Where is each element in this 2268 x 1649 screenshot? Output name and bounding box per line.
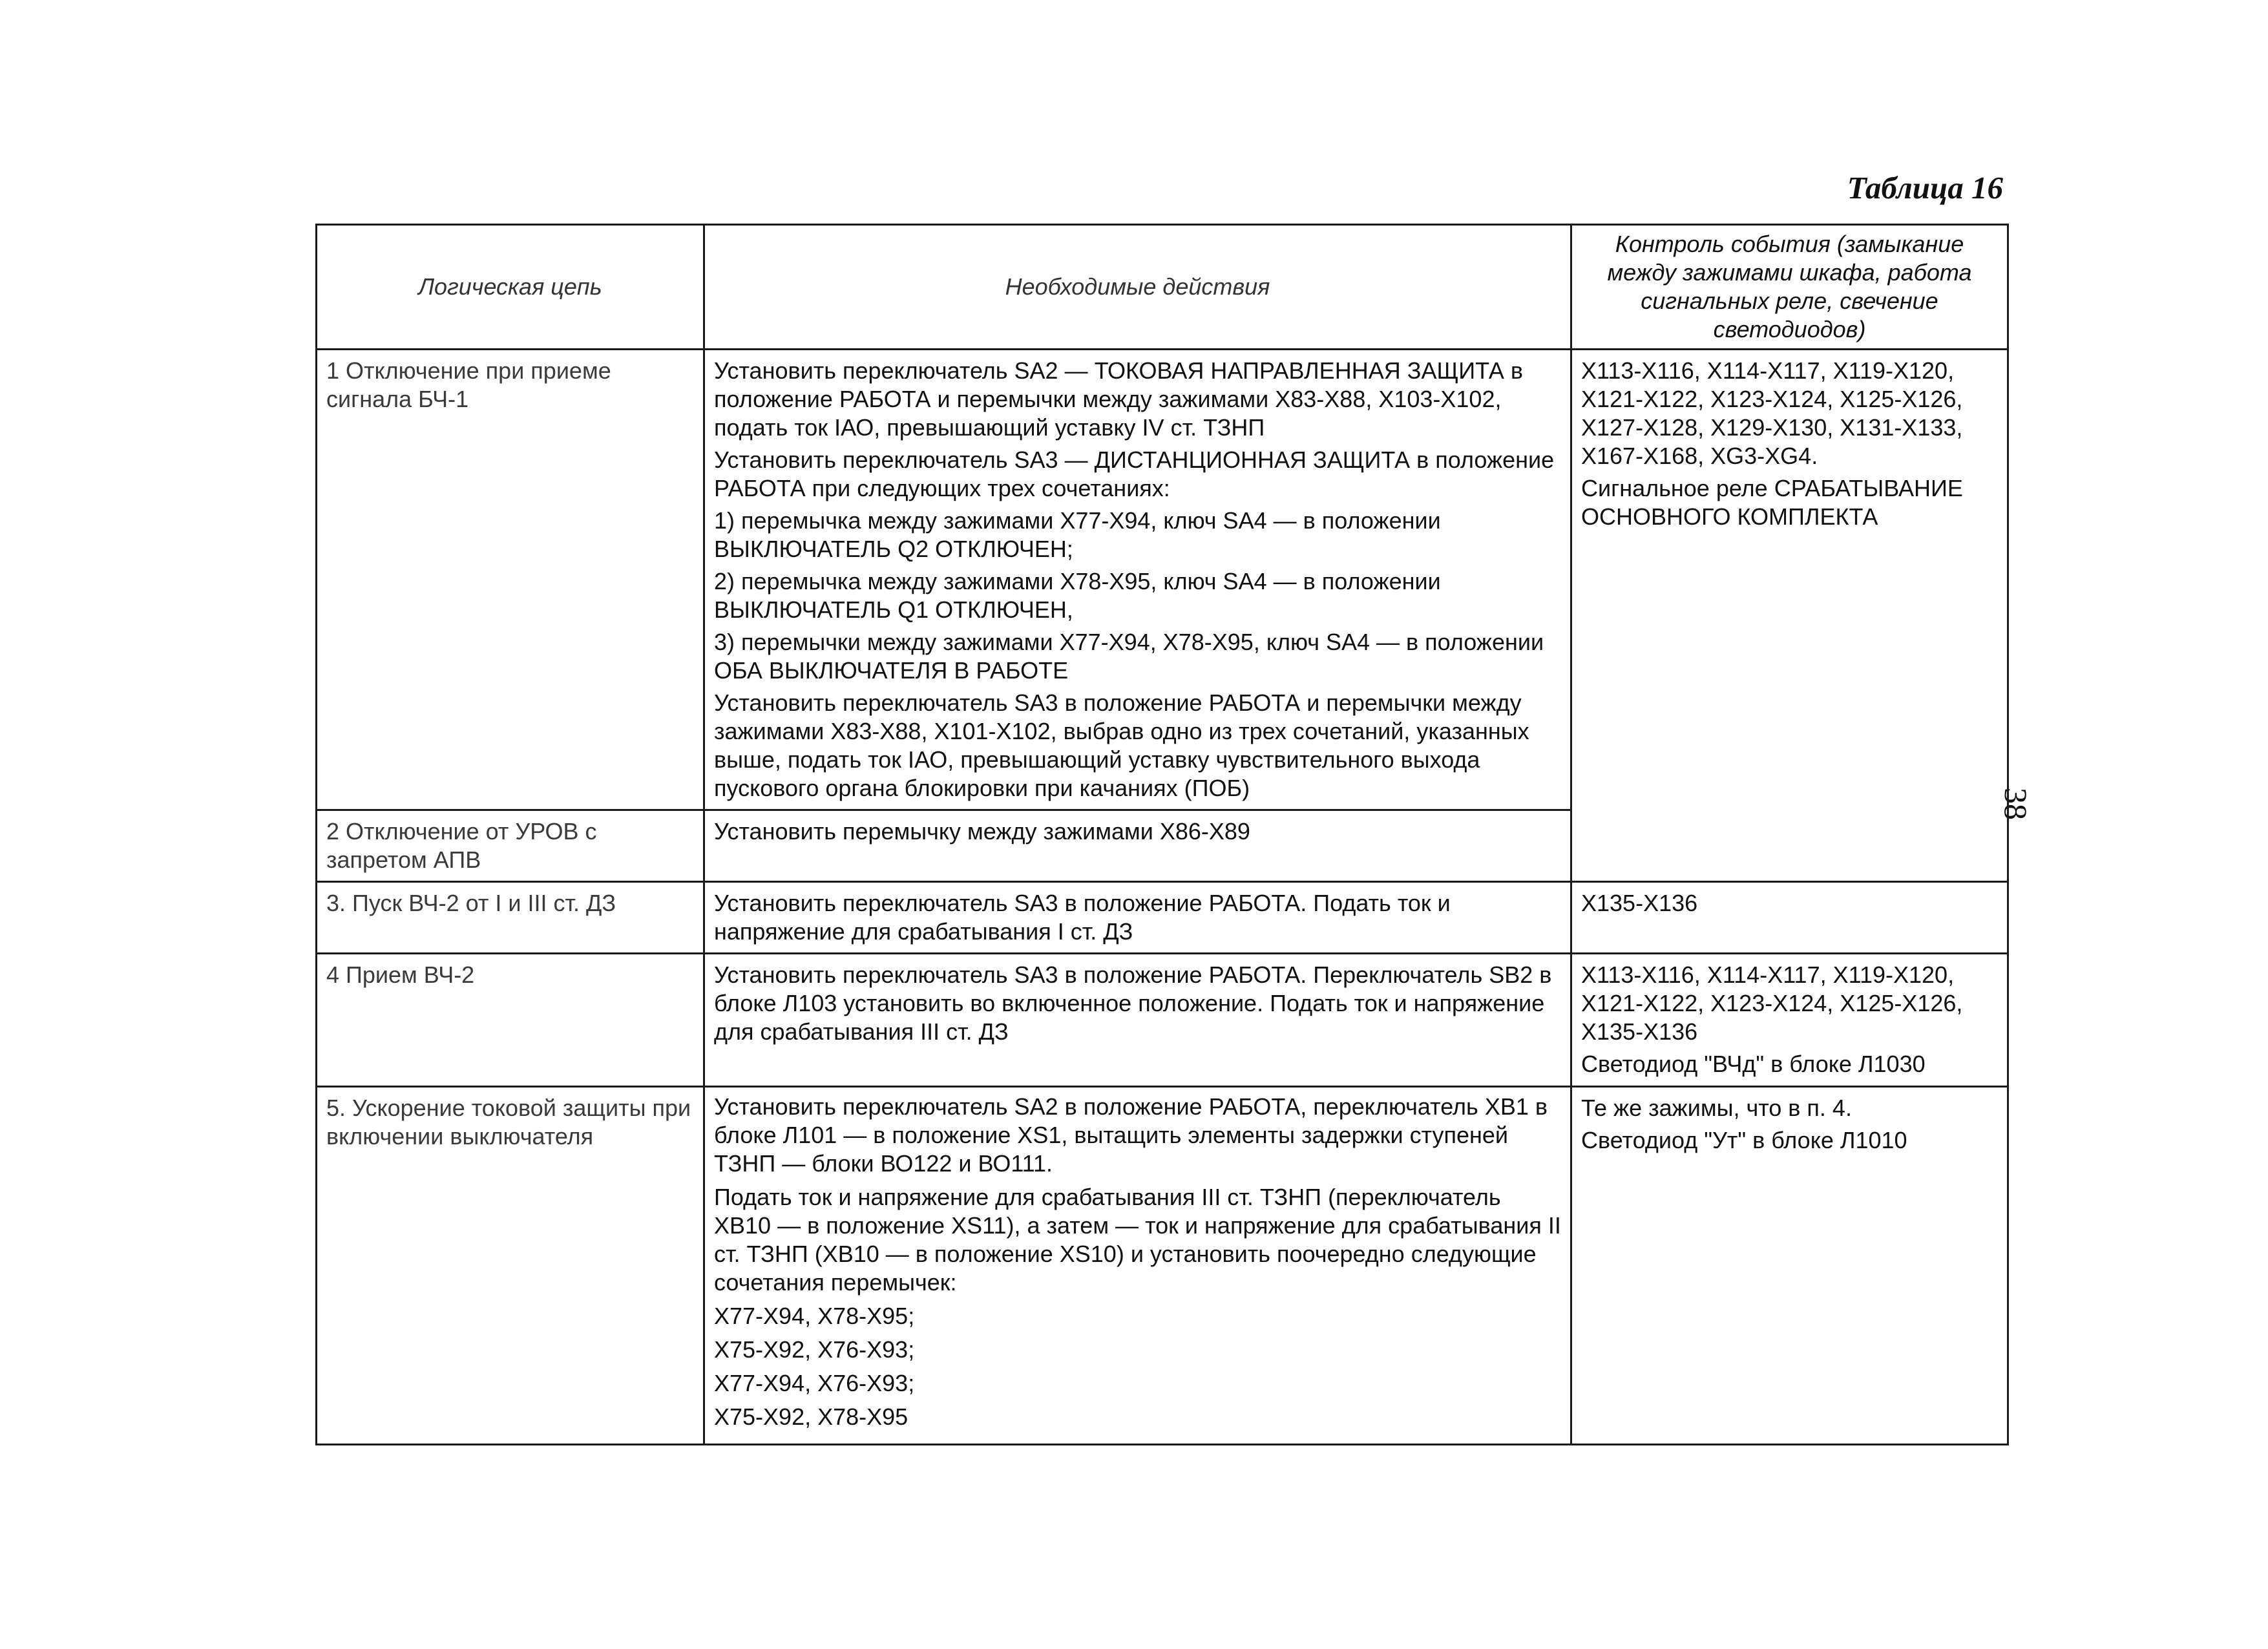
cell-control — [1571, 1087, 2008, 1445]
header-control: Контроль события (замыкание между зажимами шкафа, работа сигнальных реле, свечение светодиодов) — [1571, 225, 2008, 350]
action-paragraph: Установить перемычку между зажимами X86-X89 — [714, 818, 1250, 845]
control-paragraph: X135-X136 — [1581, 890, 1698, 916]
control-paragraph: X113-X116, X114-X117, X119-X120, X121-X122, X123-X124, X125-X126, X127-X128, X129-X130, X131-X133, X167-X168, XG3-XG4. — [1581, 357, 1963, 469]
jumper-combination: X77-X94, X76-X93; — [714, 1370, 915, 1396]
table-row — [317, 882, 2008, 954]
action-paragraph: Установить переключатель SA3 в положение РАБОТА. Переключатель SB2 в блоке Л103 установить во включенное положение. Подать ток и напряжение для срабатывания III ст. ДЗ — [714, 961, 1552, 1045]
control-paragraph: Сигнальное реле СРАБАТЫВАНИЕ ОСНОВНОГО КОМПЛЕКТА — [1581, 475, 1963, 530]
control-paragraph: Светодиод "Ут" в блоке Л1010 — [1581, 1127, 1907, 1153]
control-paragraph: Светодиод "ВЧд" в блоке Л1030 — [1581, 1051, 1926, 1077]
cell-control — [1571, 350, 2008, 882]
action-paragraph: Установить переключатель SA2 — ТОКОВАЯ НАПРАВЛЕННАЯ ЗАЩИТА в положение РАБОТА и перемычки между зажимами X83-X88, X103-X102, подать ток IАО, превышающий уставку IV ст. ТЗНП — [714, 357, 1524, 441]
table-caption: Таблица 16 — [1847, 170, 2003, 205]
action-paragraph: 3) перемычки между зажимами X77-X94, X78-X95, ключ SA4 — в положении ОБА ВЫКЛЮЧАТЕЛЯ В РАБОТЕ — [714, 629, 1544, 684]
cell-actions — [704, 810, 1571, 882]
cell-circuit: 4 Прием ВЧ-2 — [317, 954, 704, 1087]
cell-actions — [704, 882, 1571, 954]
action-paragraph: Установить переключатель SA3 — ДИСТАНЦИОННАЯ ЗАЩИТА в положение РАБОТА при следующих трех сочетаниях: — [714, 446, 1555, 501]
table-row — [317, 1087, 2008, 1445]
main-table — [315, 224, 2009, 1445]
cell-control — [1571, 954, 2008, 1087]
action-paragraph: 1) перемычка между зажимами X77-X94, ключ SA4 — в положении ВЫКЛЮЧАТЕЛЬ Q2 ОТКЛЮЧЕН; — [714, 507, 1441, 562]
cell-circuit: 2 Отключение от УРОВ с запретом АПВ — [317, 810, 704, 882]
control-paragraph: Те же зажимы, что в п. 4. — [1581, 1095, 1852, 1121]
action-paragraph: Установить переключатель SA3 в положение РАБОТА. Подать ток и напряжение для срабатывания I ст. ДЗ — [714, 890, 1451, 945]
cell-actions — [704, 350, 1571, 810]
cell-actions — [704, 1087, 1571, 1445]
cell-circuit: 5. Ускорение токовой защиты при включении выключателя — [317, 1087, 704, 1445]
action-paragraph: Установить переключатель SA3 в положение РАБОТА и перемычки между зажимами X83-X88, X101-X102, выбрав одно из трех сочетаний, указанных выше, подать ток IАО, превышающий уставку чувствительного выхода пускового органа блокировки при качаниях (ПОБ) — [714, 689, 1529, 801]
control-paragraph: X113-X116, X114-X117, X119-X120, X121-X122, X123-X124, X125-X126, X135-X136 — [1581, 961, 1963, 1045]
action-paragraph: 2) перемычка между зажимами X78-X95, ключ SA4 — в положении ВЫКЛЮЧАТЕЛЬ Q1 ОТКЛЮЧЕН, — [714, 568, 1441, 623]
action-paragraph: Подать ток и напряжение для срабатывания III ст. ТЗНП (переключатель XB10 — в положение XS11), а затем — ток и напряжение для срабатывания II ст. ТЗНП (XB10 — в положение XS10) и установить поочередно следующие сочетания перемычек: — [714, 1184, 1561, 1296]
cell-actions — [704, 954, 1571, 1087]
header-circuit: Логическая цепь — [317, 225, 704, 350]
header-actions: Необходимые действия — [704, 225, 1571, 350]
cell-circuit: 3. Пуск ВЧ-2 от I и III ст. ДЗ — [317, 882, 704, 954]
table-row — [317, 954, 2008, 1087]
action-paragraph: Установить переключатель SA2 в положение РАБОТА, переключатель XB1 в блоке Л101 — в положение XS1, вытащить элементы задержки ступеней ТЗНП — блоки ВО122 и ВО111. — [714, 1093, 1548, 1177]
table-header-row — [317, 225, 2008, 350]
cell-control — [1571, 882, 2008, 954]
page-number: 38 — [1998, 788, 2034, 820]
cell-circuit: 1 Отключение при приеме сигнала БЧ-1 — [317, 350, 704, 810]
jumper-combination: X75-X92, X76-X93; — [714, 1336, 915, 1363]
jumper-combination: X77-X94, X78-X95; — [714, 1303, 915, 1329]
jumper-combination: X75-X92, X78-X95 — [714, 1403, 908, 1430]
table-row — [317, 350, 2008, 810]
